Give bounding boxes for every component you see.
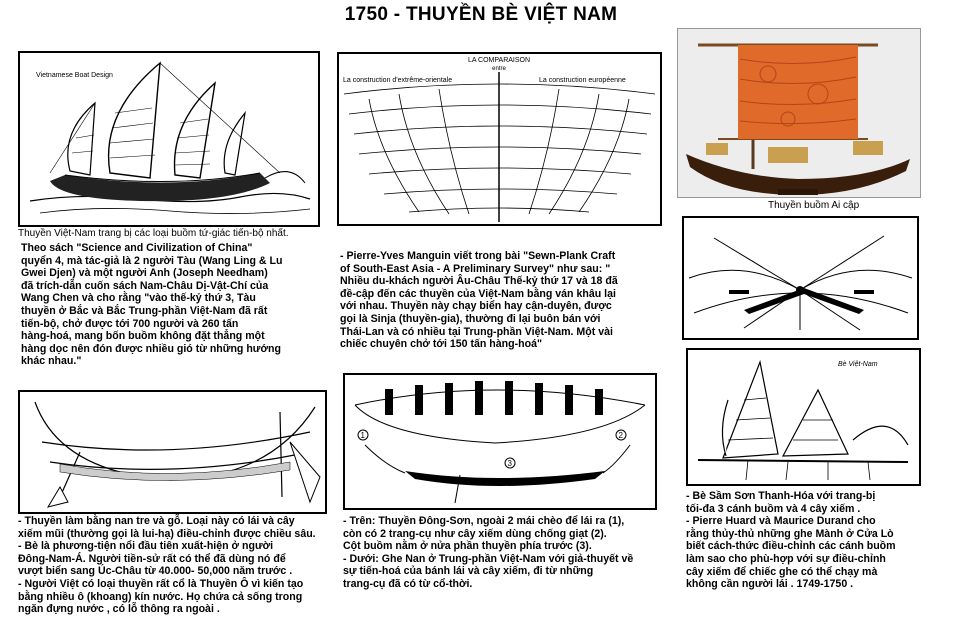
bamboo-boat-figure (18, 390, 327, 514)
sam-son-label: Bè Việt-Nam (838, 361, 878, 368)
science-civilization-text: Theo sách "Science and Civilization of China" quyển 4, mà tác-giả là 2 người Tàu (Wang Ling & Lu Gwei Djen) và một người Anh (Joseph Needham) đã trích-dẫn cuốn sách Nam-Châu Dị-Vật-Chí của Wang Chen và cho rằng "vào thế-kỷ thứ 3, Tàu thuyền ở Bắc và Bắc Trung-phần Việt-Nam đã rất tiến-bộ, chở được tới 700 người và 260 tấn hàng-hoá, mang bốn buồm không đặt thẳng một hàng dọc nên đón được nhiều gió từ những hướng khác nhau." (21, 242, 283, 368)
comparison-figure (337, 52, 662, 226)
egypt-boat-photo (677, 28, 921, 198)
comparison-subheading: entre (492, 66, 506, 72)
dong-son-figure (343, 373, 657, 510)
dong-son-marker-1: 1 (360, 431, 365, 440)
bamboo-boat-text: - Thuyền làm bằng nan tre và gỗ. Loại này có lái và cây xiếm mũi (thường gọi là lui-hạ) điều-chỉnh được chiều sâu. - Bè là phương-tiện nổi đầu tiên xuất-hiện ở người Đông-Nam-Á. Người tiền-sử rất có thể đã dùng nó để vượt biển sang Úc-Châu từ 40.000- 50,000 năm trước . - Người Việt có loại thuyền rất cổ là Thuyền Ô vì kiến tạo bằng nhiều ô (khoang) kín nước. Họ chứa cả sống trong ngăn đựng nước , có lỗ thông ra ngoài . (18, 515, 316, 616)
boat-design-caption: Thuyền Việt-Nam trang bị các loại buồm tứ-giác tiến-bộ nhất. (18, 228, 289, 239)
comparison-left-label: La construction d'extrême-orientale (343, 77, 453, 84)
sam-son-raft-figure (686, 348, 921, 486)
dong-son-text: - Trên: Thuyền Đông-Sơn, ngoài 2 mái chèo để lái ra (1), còn có 2 trang-cụ như cây xiếm dùng chống giạt (2). Cột buồm nằm ở nửa phần thuyền phía trước (3). - Dưới: Ghe Nan ở Trung-phần Việt-Nam với giả-thuyết về sự tiến-hoá của bánh lái và cây xiếm, đi từ những trang-cụ đã có từ cổ-thời. (343, 515, 634, 590)
rigging-figure (682, 216, 919, 340)
egypt-boat-caption: Thuyền buồm Ai cập (768, 200, 860, 211)
boat-design-label: Vietnamese Boat Design (36, 72, 113, 79)
dong-son-marker-2: 2 (618, 431, 623, 440)
comparison-heading: LA COMPARAISON (467, 57, 531, 64)
boat-design-figure (18, 51, 320, 227)
comparison-right-label: La construction européenne (539, 77, 626, 84)
page-title: 1750 - THUYỀN BÈ VIỆT NAM (344, 4, 618, 25)
sam-son-text: - Bè Sầm Sơn Thanh-Hóa với trang-bị tối-đa 3 cánh buồm và 4 cây xiếm . - Pierre Huard và Maurice Durand cho rằng thủy-thủ những ghe Mành ở Cửa Lò biết cách-thức điều-chỉnh các cánh buồm làm sao cho phù-hợp với sự điều-chỉnh cây xiếm để chiếc ghe có thể chạy mà không cần người lái . 1749-1750 . (686, 490, 896, 591)
manguin-text: - Pierre-Yves Manguin viết trong bài "Sewn-Plank Craft of South-East Asia - A Preliminary Survey" như sau: " Nhiều du-khách người Âu-Châu Thế-kỷ thứ 17 và 18 đã đề-cập đến các thuyền của Việt-Nam bằng ván khâu lại với nhau. Thuyền này chạy biển hay cận-duyên, được gọi là Sinja (thuyền-gia), thường đi lại buôn bán với Thái-Lan và có nhiều tại Trung-phần Việt-Nam. Một vài chiếc chuyên chở tới 150 tấn hàng-hoá" (340, 250, 618, 351)
dong-son-marker-3: 3 (507, 459, 512, 468)
